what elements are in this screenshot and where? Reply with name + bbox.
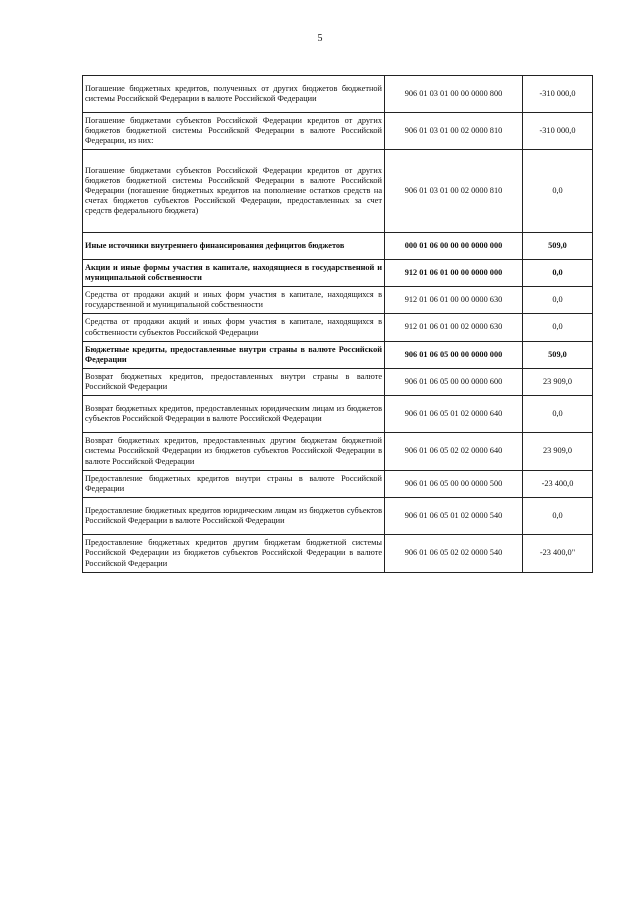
row-amount: 0,0 <box>523 150 593 233</box>
row-code: 906 01 06 05 00 00 0000 000 <box>385 342 523 369</box>
row-amount: 23 909,0 <box>523 369 593 396</box>
table-row <box>83 342 593 369</box>
table-row <box>83 433 593 471</box>
row-amount: 23 909,0 <box>523 433 593 471</box>
row-code: 912 01 06 01 00 00 0000 630 <box>385 287 523 314</box>
row-name: Предоставление бюджетных кредитов внутри страны в валюте Российской Федерации <box>83 471 385 498</box>
row-code: 000 01 06 00 00 00 0000 000 <box>385 233 523 260</box>
row-name: Предоставление бюджетных кредитов другим бюджетам бюджетной системы Российской Федерации из бюджетов субъектов Российской Федерации в валюте Российской Федерации <box>83 535 385 573</box>
row-amount: 0,0 <box>523 498 593 535</box>
row-name: Возврат бюджетных кредитов, предоставленных внутри страны в валюте Российской Федерации <box>83 369 385 396</box>
table-row <box>83 113 593 150</box>
row-code: 906 01 03 01 00 00 0000 800 <box>385 76 523 113</box>
row-amount: -23 400,0" <box>523 535 593 573</box>
row-code: 906 01 03 01 00 02 0000 810 <box>385 150 523 233</box>
row-name: Акции и иные формы участия в капитале, находящиеся в государственной и муниципальной собственности <box>83 260 385 287</box>
table-row <box>83 369 593 396</box>
row-name: Средства от продажи акций и иных форм участия в капитале, находящихся в государственной и муниципальной собственности <box>83 287 385 314</box>
row-amount: 0,0 <box>523 287 593 314</box>
row-name: Бюджетные кредиты, предоставленные внутри страны в валюте Российской Федерации <box>83 342 385 369</box>
row-code: 906 01 06 05 01 02 0000 540 <box>385 498 523 535</box>
row-name: Предоставление бюджетных кредитов юридическим лицам из бюджетов субъектов Российской Федерации в валюте Российской Федерации <box>83 498 385 535</box>
row-code: 906 01 03 01 00 02 0000 810 <box>385 113 523 150</box>
table-row <box>83 396 593 433</box>
row-amount: -310 000,0 <box>523 76 593 113</box>
table-row <box>83 233 593 260</box>
row-name: Возврат бюджетных кредитов, предоставленных юридическим лицам из бюджетов субъектов Российской Федерации в валюте Российской Федерации <box>83 396 385 433</box>
row-code: 912 01 06 01 00 00 0000 000 <box>385 260 523 287</box>
row-name: Погашение бюджетами субъектов Российской Федерации кредитов от других бюджетов бюджетной системы Российской Федерации в валюте Российской Федерации (погашение бюджетных кредитов на пополнение остатков средств на счетах бюджетов субъектов Российской Федерации, предоставленных за счет средств федерального бюджета) <box>83 150 385 233</box>
row-code: 906 01 06 05 02 02 0000 540 <box>385 535 523 573</box>
table-row <box>83 260 593 287</box>
table-body <box>83 76 593 573</box>
row-amount: 0,0 <box>523 314 593 342</box>
row-code: 906 01 06 05 00 00 0000 600 <box>385 369 523 396</box>
table-row <box>83 287 593 314</box>
row-code: 906 01 06 05 02 02 0000 640 <box>385 433 523 471</box>
row-amount: 509,0 <box>523 233 593 260</box>
row-amount: -310 000,0 <box>523 113 593 150</box>
row-amount: 0,0 <box>523 260 593 287</box>
row-name: Возврат бюджетных кредитов, предоставленных другим бюджетам бюджетной системы Российской Федерации из бюджетов субъектов Российской Федерации в валюте Российской Федерации <box>83 433 385 471</box>
table-row <box>83 150 593 233</box>
table-row <box>83 76 593 113</box>
row-name: Иные источники внутреннего финансирования дефицитов бюджетов <box>83 233 385 260</box>
page-number: 5 <box>317 33 323 44</box>
table-row <box>83 535 593 573</box>
table-row <box>83 471 593 498</box>
table-row <box>83 498 593 535</box>
budget-sources-table <box>82 75 593 573</box>
row-name: Погашение бюджетами субъектов Российской Федерации кредитов от других бюджетов бюджетной системы Российской Федерации в валюте Российской Федерации, из них: <box>83 113 385 150</box>
row-code: 906 01 06 05 01 02 0000 640 <box>385 396 523 433</box>
row-code: 906 01 06 05 00 00 0000 500 <box>385 471 523 498</box>
row-name: Погашение бюджетных кредитов, полученных от других бюджетов бюджетной системы Российской Федерации в валюте Российской Федерации <box>83 76 385 113</box>
row-code: 912 01 06 01 00 02 0000 630 <box>385 314 523 342</box>
row-name: Средства от продажи акций и иных форм участия в капитале, находящихся в собственности субъектов Российской Федерации <box>83 314 385 342</box>
row-amount: 509,0 <box>523 342 593 369</box>
table-row <box>83 314 593 342</box>
row-amount: 0,0 <box>523 396 593 433</box>
row-amount: -23 400,0 <box>523 471 593 498</box>
